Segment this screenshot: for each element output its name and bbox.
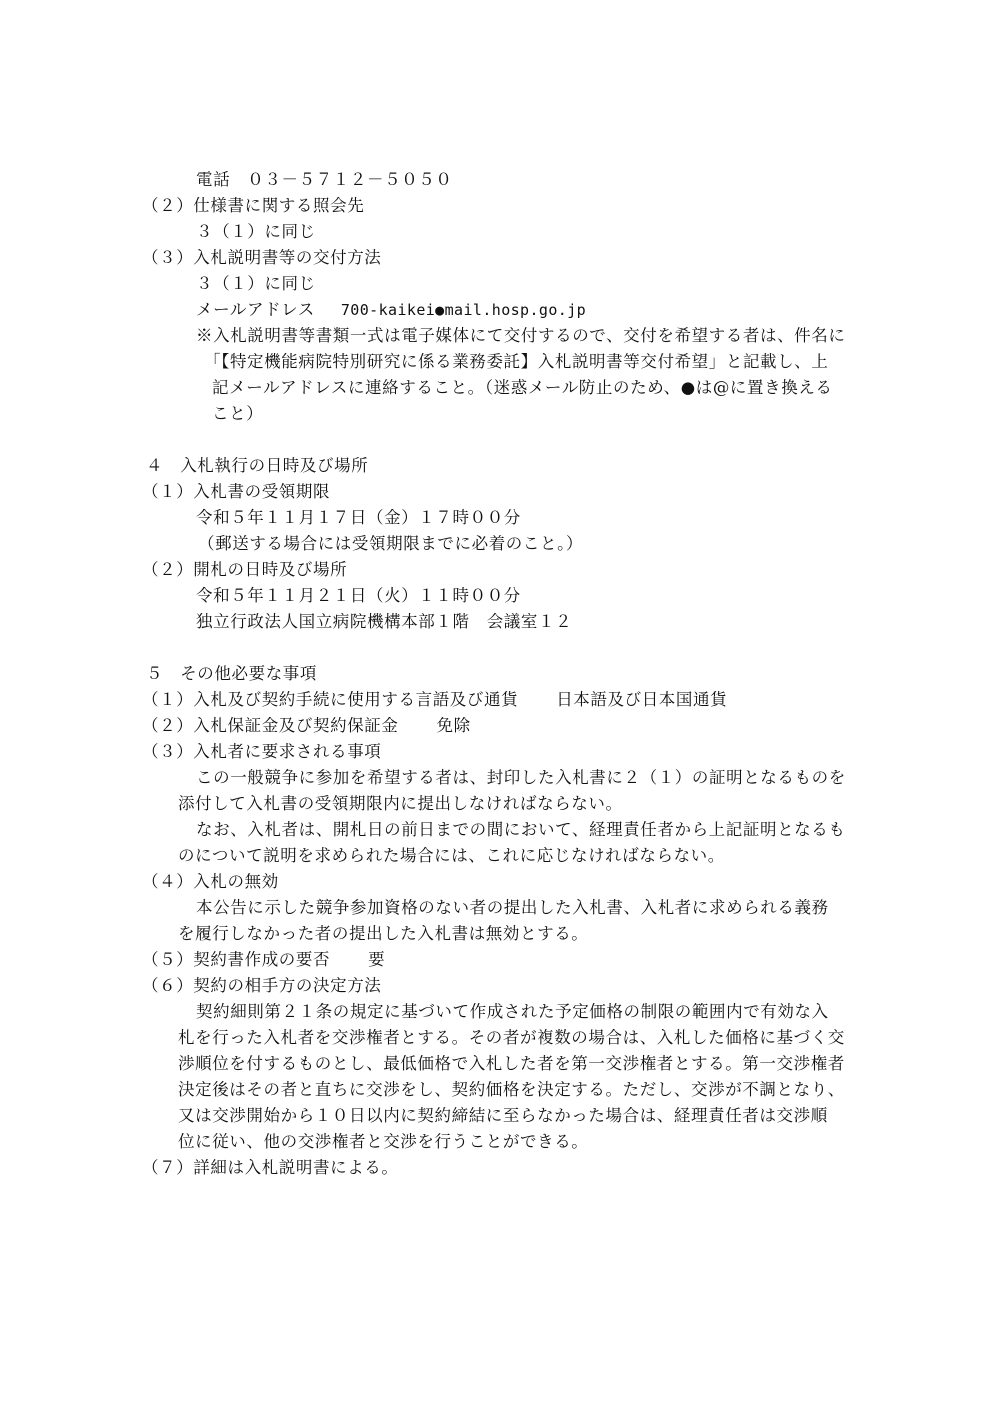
sub-heading-3-2: （２）仕様書に関する照会先 (142, 196, 365, 215)
sub-heading-3-3: （３）入札説明書等の交付方法 (142, 248, 382, 267)
sub-body-5-3-p2-line1: なお、入札者は、開札日の前日までの間において、経理責任者から上記証明となるも (196, 820, 846, 839)
note-line-2: 「【特定機能病院特別研究に係る業務委託】入札説明書等交付希望」と記載し、上 (204, 352, 829, 371)
sub-body-5-6-line4: 決定後はその者と直ちに交渉をし、契約価格を決定する。ただし、交渉が不調となり、 (178, 1080, 845, 1099)
sub-body-4-2-line1: 令和５年１１月２１日（火）１１時００分 (196, 586, 521, 605)
note-line-4: こと） (212, 404, 264, 423)
sub-body-5-6-line6: 位に従い、他の交渉権者と交渉を行うことができる。 (178, 1132, 589, 1151)
sub-heading-5-1-label: （１）入札及び契約手続に使用する言語及び通貨 (142, 690, 519, 709)
note-line-1: ※入札説明書等書類一式は電子媒体にて交付するので、交付を希望する者は、件名に (196, 326, 846, 345)
sub-value-5-5: 要 (368, 950, 386, 969)
sub-value-5-1: 日本語及び日本国通貨 (556, 690, 728, 709)
sub-body-3-2: ３（１）に同じ (196, 222, 316, 241)
sub-heading-4-1: （１）入札書の受領期限 (142, 482, 331, 501)
sub-body-4-2-line2: 独立行政法人国立病院機構本部１階 会議室１２ (196, 612, 573, 631)
sub-body-5-6-line5: 又は交渉開始から１０日以内に契約締結に至らなかった場合は、経理責任者は交渉順 (178, 1106, 828, 1125)
sub-value-5-2: 免除 (436, 716, 471, 735)
sub-heading-5-5 (142, 950, 385, 970)
sub-body-5-6-line1: 契約細則第２１条の規定に基づいて作成された予定価格の制限の範囲内で有効な入 (196, 1002, 829, 1021)
sub-heading-4-2: （２）開札の日時及び場所 (142, 560, 348, 579)
sub-body-5-6-line3: 渉順位を付するものとし、最低価格で入札した者を第一交渉権者とする。第一交渉権者 (178, 1054, 845, 1073)
sub-body-5-3-p1-line1: この一般競争に参加を希望する者は、封印した入札書に２（１）の証明となるものを (196, 768, 846, 787)
sub-body-5-4-line1: 本公告に示した競争参加資格のない者の提出した入札書、入札者に求められる義務 (196, 898, 829, 917)
phone-line: 電話 ０３－５７１２－５０５０ (196, 170, 453, 189)
sub-heading-5-7: （７）詳細は入札説明書による。 (142, 1158, 399, 1177)
sub-body-4-1-line1: 令和５年１１月１７日（金）１７時００分 (196, 508, 521, 527)
sub-body-5-4-line2: を履行しなかった者の提出した入札書は無効とする。 (178, 924, 589, 943)
sub-heading-5-2 (142, 716, 471, 736)
section-5-heading: ５ その他必要な事項 (146, 664, 317, 683)
email-line (196, 300, 586, 320)
sub-heading-5-5-label: （５）契約書作成の要否 (142, 950, 331, 969)
sub-body-3-3: ３（１）に同じ (196, 274, 316, 293)
sub-heading-5-1 (142, 690, 727, 710)
sub-body-4-1-line2: （郵送する場合には受領期限までに必着のこと。） (198, 534, 584, 553)
sub-heading-5-2-label: （２）入札保証金及び契約保証金 (142, 716, 399, 735)
sub-body-5-3-p1-line2: 添付して入札書の受領期限内に提出しなければならない。 (178, 794, 623, 813)
sub-body-5-6-line2: 札を行った入札者を交渉権者とする。その者が複数の場合は、入札した価格に基づく交 (178, 1028, 845, 1047)
section-4-heading: ４ 入札執行の日時及び場所 (146, 456, 369, 475)
sub-body-5-3-p2-line2: のについて説明を求められた場合には、これに応じなければならない。 (178, 846, 725, 865)
sub-heading-5-3: （３）入札者に要求される事項 (142, 742, 382, 761)
note-line-3: 記メールアドレスに連絡すること。（迷惑メール防止のため、●は@に置き換える (212, 378, 833, 397)
email-label: メールアドレス (196, 300, 315, 319)
sub-heading-5-6: （６）契約の相手方の決定方法 (142, 976, 382, 995)
sub-heading-5-4: （４）入札の無効 (142, 872, 279, 891)
email-address: 700-kaikei●mail.hosp.go.jp (340, 301, 587, 319)
